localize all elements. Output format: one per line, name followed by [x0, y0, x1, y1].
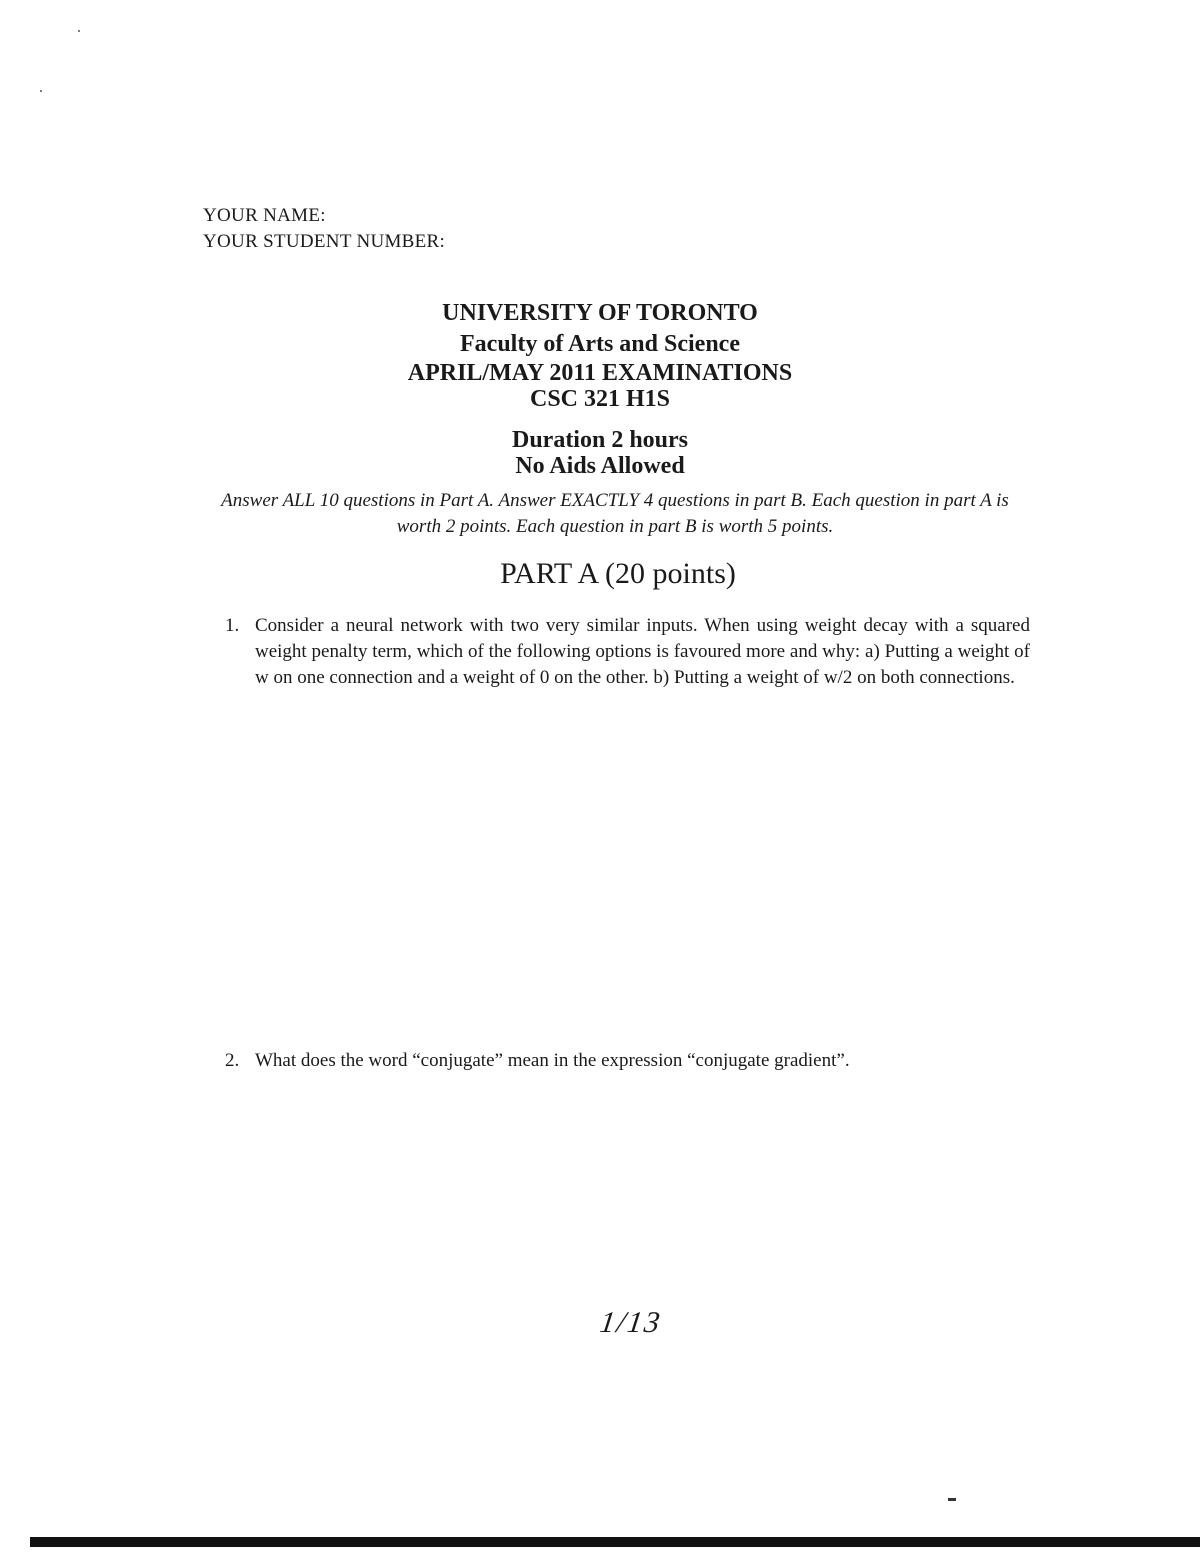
scan-edge-bar	[30, 1537, 1200, 1547]
exam-session: APRIL/MAY 2011 EXAMINATIONS	[407, 360, 793, 386]
exam-aids: No Aids Allowed	[515, 453, 685, 479]
question-text: What does the word “conjugate” mean in the expression “conjugate gradient”.	[255, 1050, 850, 1071]
exam-info	[0, 427, 1200, 479]
scan-mark	[948, 1498, 956, 1501]
student-name-label: YOUR NAME:	[203, 205, 326, 226]
part-a-title: PART A (20 points)	[500, 557, 736, 590]
question-text: Consider a neural network with two very similar inputs. When using weight decay with a squared weight penalty term, which of the following options is favoured more and why: a) Putting a weight of w on one connection and a weight of 0 on the other. b) Putting a weight of w/2 on both connections.	[255, 615, 1030, 688]
student-info	[203, 203, 445, 255]
faculty-name: Faculty of Arts and Science	[460, 331, 740, 357]
course-code: CSC 321 H1S	[529, 386, 671, 412]
exam-duration: Duration 2 hours	[511, 427, 689, 453]
scan-speck	[78, 30, 80, 32]
question-2	[225, 1048, 1030, 1074]
exam-header	[0, 298, 1200, 412]
question-number: 2.	[225, 1050, 240, 1071]
handwritten-page-number: 1/13	[597, 1306, 664, 1339]
scan-speck	[40, 90, 42, 92]
university-name: UNIVERSITY OF TORONTO	[442, 300, 758, 326]
question-1	[225, 613, 1030, 691]
question-number: 1.	[225, 615, 240, 636]
exam-instructions: Answer ALL 10 questions in Part A. Answer EXACTLY 4 questions in part B. Each question in part A is worth 2 points. Each question in part B is worth 5 points.	[221, 490, 1009, 537]
student-number-label: YOUR STUDENT NUMBER:	[203, 231, 446, 252]
